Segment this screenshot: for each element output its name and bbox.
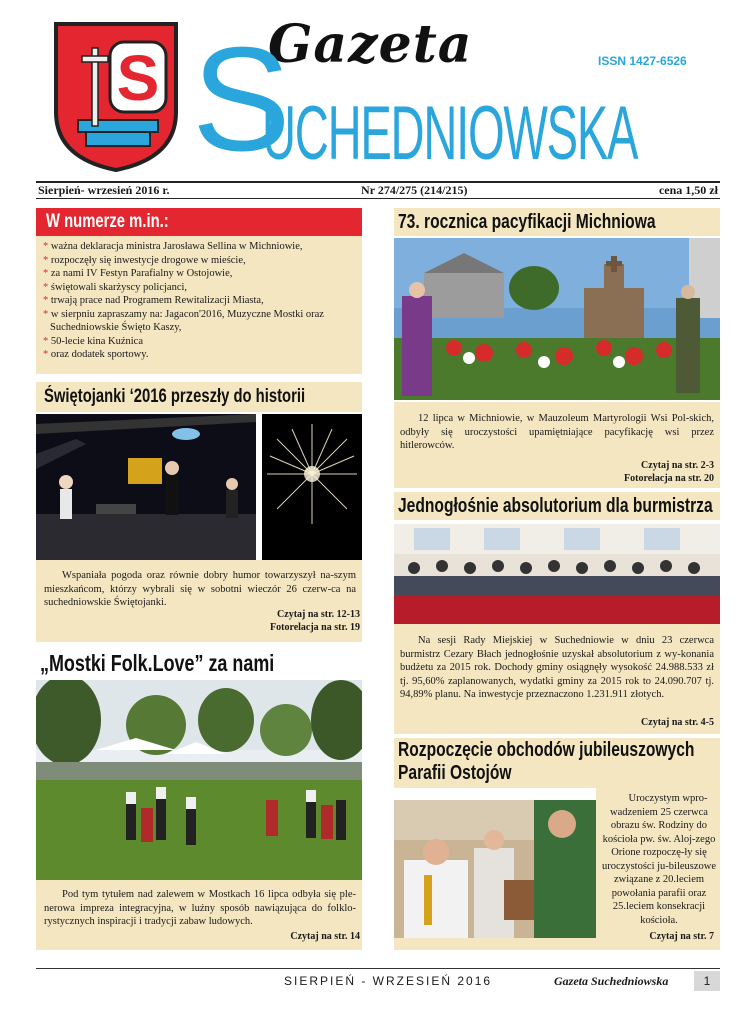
issue-info-bar (36, 181, 720, 199)
swietojanki-caption: Wspaniała pogoda oraz równie dobry humor towarzyszył na-szym mieszkańcom, którzy wybrali się w sobotni wieczór 26 czerw-ca na suchedniowskie Świętojanki. (44, 570, 356, 608)
parafia-caption: Uroczystym wpro-wadzeniem 25 czerwca obrazu św. Rodziny do kościoła pw. św. Aloj-zego Orione rozpoczę-ły się uroczystości ju-bileuszowe związane z 20.leciem powołania parafii oraz 25.leciem konsekracji kościoła. (602, 793, 717, 926)
footer-date: SIERPIEŃ - WRZESIEŃ 2016 (284, 974, 493, 988)
issue-date: Sierpień- wrzesień 2016 r. (38, 183, 170, 197)
parafia-heading-line1: Rozpoczęcie obchodów jubileuszowych (398, 739, 695, 761)
fireworks-photo (262, 414, 362, 560)
list-item: * oraz dodatek sportowy. (43, 349, 149, 360)
parafia-bottom-panel (394, 938, 596, 950)
crest-letter: S (116, 42, 160, 114)
masthead-title-top: Gazeta (268, 14, 473, 75)
absolutorium-caption: Na sesji Rady Miejskiej w Suchedniowie w dniu 23 czerwca burmistrz Cezary Błach jednogłośnie uzyskał absolutorium z wy-konania budżetu za 2015 rok. Dochody gminy osiągnęły wysokość 24.988.533 zł tj. 95,60% zaplanowanych, wydatki gminy za 2015 rok to 24.090.707 tj. 94,89% planu. Na inwestycje przeznaczono 1.231.911 złotych. (400, 635, 714, 700)
absolutorium-read-more: Czytaj na str. 4-5 (641, 717, 714, 728)
mostki-heading: „Mostki Folk.Love” za nami (40, 650, 275, 676)
list-item: * świętowali skarżyscy policjanci, (43, 281, 188, 293)
folk-dance-photo (36, 680, 362, 880)
absolutorium-heading: Jednogłośnie absolutorium dla burmistrza (398, 495, 713, 517)
swietojanki-read-more: Czytaj na str. 12-13 Fotorelacja na str. 19 (270, 609, 360, 633)
parafia-read-more: Czytaj na str. 7 (649, 931, 714, 942)
list-item: * 50-lecie kina Kuźnica (43, 335, 143, 347)
michniow-heading: 73. rocznica pacyfikacji Michniowa (398, 211, 656, 233)
issn: ISSN 1427-6526 (598, 54, 687, 68)
page-number: 1 (694, 971, 720, 991)
michniow-read-more: Czytaj na str. 2-3 Fotorelacja na str. 20 (624, 460, 714, 484)
issue-number: Nr 274/275 (214/215) (361, 183, 468, 197)
footer-publication-name: Gazeta Suchedniowska (554, 973, 669, 988)
in-this-issue-list (36, 236, 362, 374)
parish-ceremony-photo (394, 800, 596, 938)
list-item: * rozpoczęły się inwestycje drogowe w mieście, (43, 254, 246, 266)
coat-of-arms-logo (52, 20, 180, 172)
council-session-photo (394, 524, 720, 624)
footer-rule (36, 968, 720, 969)
mostki-caption: Pod tym tytułem nad zalewem w Mostkach 16 lipca odbyła się ple-nerowa impreza integracyjna, w luźny sposób nawiązująca do folklo-rystycznych inspiracji i tradycji zabaw ludowych. (44, 889, 356, 927)
parafia-heading-line2: Parafii Ostojów (398, 762, 512, 784)
page-footer (36, 971, 720, 991)
list-item: * trwają prace nad Programem Rewitalizacji Miasta, (43, 295, 264, 306)
concert-stage-photo (36, 414, 256, 560)
masthead-title-initial: S (192, 17, 291, 182)
memorial-ceremony-photo (394, 238, 720, 400)
michniow-caption: 12 lipca w Michniowie, w Mauzoleum Martyrologii Wsi Pol-skich, odbyły się uroczystości upamiętniające pacyfikację wsi przez hitlerowców. (400, 413, 714, 451)
list-item: * ważna deklaracja ministra Jarosława Sellina w Michniowie, (43, 241, 303, 252)
issue-price: cena 1,50 zł (658, 183, 718, 197)
list-item: * w sierpniu zapraszamy na: Jagacon'2016, Muzyczne Mostki oraz Suchedniowskie Święto Kaszy, (43, 308, 324, 333)
swietojanki-heading: Świętojanki ‘2016 przeszły do historii (44, 386, 306, 407)
list-item: * za nami IV Festyn Parafialny w Ostojowie, (43, 268, 233, 279)
in-this-issue-heading: W numerze m.in.: (36, 208, 362, 236)
mostki-read-more: Czytaj na str. 14 (290, 931, 360, 942)
masthead-title-rest: UCHEDNIOWSKA (262, 91, 638, 176)
